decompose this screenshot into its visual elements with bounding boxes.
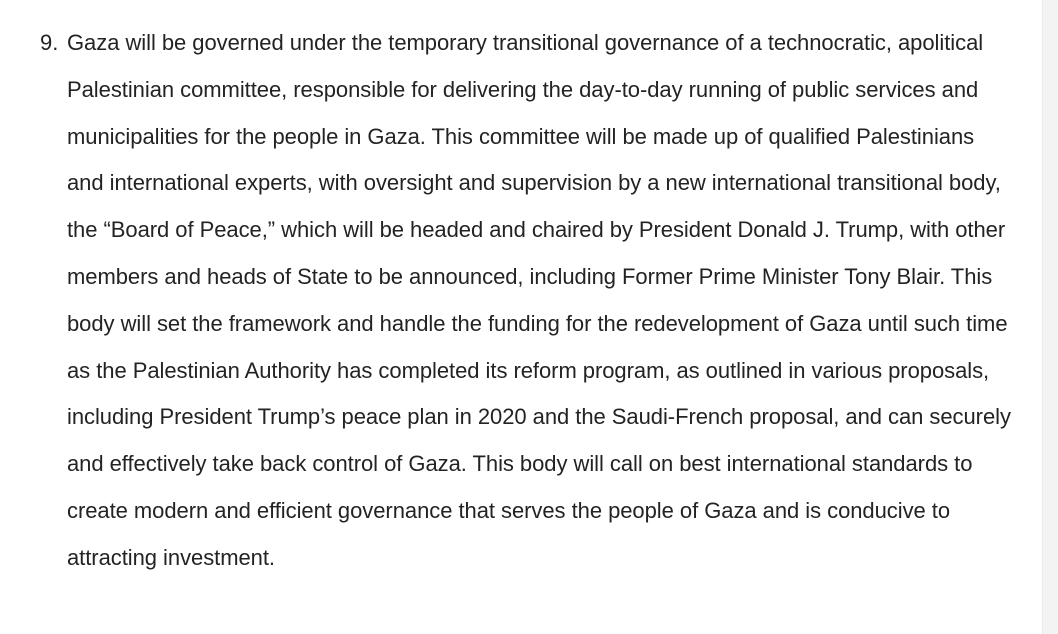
list-item-text: Gaza will be governed under the temporary transitional governance of a technocratic, apolitical Palestinian committee, responsible for delivering the day-to-day running of public services and municipalities for the people in Gaza. This committee will be made up of qualified Palestinians and international experts, with oversight and supervision by a new international transitional body, the “Board of Peace,” which will be headed and chaired by President Donald J. Trump, with other members and heads of State to be announced, including Former Prime Minister Tony Blair. This body will set the framework and handle the funding for the redevelopment of Gaza until such time as the Palestinian Authority has completed its reform program, as outlined in various proposals, including President Trump’s peace plan in 2020 and the Saudi-French proposal, and can securely and effectively take back control of Gaza. This body will call on best international standards to create modern and efficient governance that serves the people of Gaza and is conducive to attracting investment. — [67, 30, 1011, 570]
scrollbar-track[interactable] — [1042, 0, 1058, 634]
list-item — [40, 20, 1015, 582]
list-item-number: 9. — [40, 30, 59, 55]
